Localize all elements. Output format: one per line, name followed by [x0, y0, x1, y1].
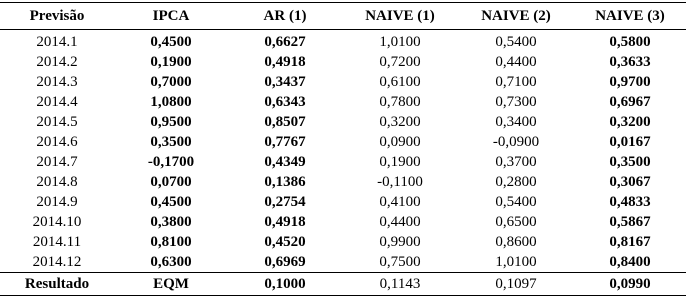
- cell-period: 2014.2: [36, 54, 78, 70]
- cell-ar1: 0,4349: [264, 154, 306, 170]
- table-row: [0, 252, 686, 273]
- header-ar1: AR (1): [228, 3, 342, 30]
- cell-naive1: 0,0900: [379, 134, 421, 150]
- cell-naive2: 0,7300: [495, 94, 537, 110]
- cell-naive2: 0,7100: [495, 74, 537, 90]
- cell-period: 2014.11: [32, 234, 82, 250]
- table-row: [0, 112, 686, 132]
- cell-period: 2014.4: [36, 94, 78, 110]
- header-previsao: Previsão: [0, 3, 114, 30]
- cell-naive3: 0,5867: [609, 214, 651, 230]
- result-naive3: 0,0990: [574, 273, 686, 296]
- result-ar1: 0,1000: [228, 273, 342, 296]
- table-row: [0, 92, 686, 112]
- cell-ipca: 0,9500: [150, 114, 192, 130]
- result-metric: EQM: [114, 273, 228, 296]
- cell-ipca: 0,7000: [150, 74, 192, 90]
- cell-naive2: 0,3400: [495, 114, 537, 130]
- cell-naive1: 0,4100: [379, 194, 421, 210]
- cell-ar1: 0,4520: [264, 234, 306, 250]
- cell-ipca: 0,8100: [150, 234, 192, 250]
- result-label: Resultado: [0, 273, 114, 296]
- cell-period: 2014.9: [36, 194, 78, 210]
- table-row: [0, 72, 686, 92]
- cell-naive3: 0,8400: [609, 254, 651, 270]
- cell-period: 2014.10: [32, 214, 82, 230]
- cell-ipca: 0,3800: [150, 214, 192, 230]
- cell-ar1: 0,4918: [264, 214, 306, 230]
- cell-naive3: 0,9700: [609, 74, 651, 90]
- cell-ipca: 0,4500: [150, 194, 192, 210]
- table-row: [0, 30, 686, 53]
- cell-naive1: -0,1100: [377, 174, 423, 190]
- cell-naive2: 0,4400: [495, 54, 537, 70]
- cell-ar1: 0,1386: [264, 174, 306, 190]
- cell-naive2: 0,2800: [495, 174, 537, 190]
- cell-naive1: 0,1900: [379, 154, 421, 170]
- table-row: [0, 212, 686, 232]
- cell-ar1: 0,7767: [264, 134, 306, 150]
- table-body: [0, 30, 686, 273]
- cell-naive3: 0,6967: [609, 94, 651, 110]
- result-naive1: 0,1143: [342, 273, 458, 296]
- cell-naive1: 1,0100: [379, 34, 421, 50]
- cell-naive3: 0,0167: [609, 134, 651, 150]
- cell-naive3: 0,5800: [609, 34, 651, 50]
- cell-naive2: 1,0100: [495, 254, 537, 270]
- cell-naive1: 0,7200: [379, 54, 421, 70]
- table-row: [0, 172, 686, 192]
- table-row: [0, 232, 686, 252]
- cell-ar1: 0,2754: [264, 194, 306, 210]
- cell-period: 2014.5: [36, 114, 78, 130]
- table-row: [0, 152, 686, 172]
- cell-ipca: 0,6300: [150, 254, 192, 270]
- cell-naive2: 0,5400: [495, 194, 537, 210]
- cell-naive2: -0,0900: [492, 134, 540, 150]
- result-naive2: 0,1097: [458, 273, 574, 296]
- forecast-comparison-table: [0, 2, 686, 296]
- header-ipca: IPCA: [114, 3, 228, 30]
- header-row: [0, 3, 686, 30]
- cell-naive2: 0,6500: [495, 214, 537, 230]
- cell-period: 2014.3: [36, 74, 78, 90]
- cell-period: 2014.12: [32, 254, 82, 270]
- table-row: [0, 52, 686, 72]
- cell-naive3: 0,8167: [609, 234, 651, 250]
- cell-ipca: 0,4500: [150, 34, 192, 50]
- cell-ipca: 1,0800: [150, 94, 192, 110]
- cell-ipca: -0,1700: [147, 154, 195, 170]
- cell-naive1: 0,6100: [379, 74, 421, 90]
- cell-naive3: 0,3067: [609, 174, 651, 190]
- table-row: [0, 132, 686, 152]
- cell-period: 2014.7: [36, 154, 78, 170]
- header-naive1: NAIVE (1): [342, 3, 458, 30]
- cell-naive3: 0,3200: [609, 114, 651, 130]
- cell-naive2: 0,5400: [495, 34, 537, 50]
- table-row: [0, 192, 686, 212]
- cell-naive2: 0,3700: [495, 154, 537, 170]
- cell-naive3: 0,3500: [609, 154, 651, 170]
- cell-ar1: 0,6343: [264, 94, 306, 110]
- cell-period: 2014.8: [36, 174, 78, 190]
- cell-naive1: 0,7500: [379, 254, 421, 270]
- header-naive2: NAIVE (2): [458, 3, 574, 30]
- cell-period: 2014.1: [36, 34, 78, 50]
- cell-naive3: 0,3633: [609, 54, 651, 70]
- cell-ipca: 0,0700: [150, 174, 192, 190]
- header-naive3: NAIVE (3): [574, 3, 686, 30]
- cell-ar1: 0,6627: [264, 34, 306, 50]
- cell-naive1: 0,3200: [379, 114, 421, 130]
- cell-naive1: 0,9900: [379, 234, 421, 250]
- cell-naive1: 0,7800: [379, 94, 421, 110]
- result-row: [0, 273, 686, 296]
- cell-ar1: 0,6969: [264, 254, 306, 270]
- cell-ipca: 0,1900: [150, 54, 192, 70]
- cell-period: 2014.6: [36, 134, 78, 150]
- cell-ipca: 0,3500: [150, 134, 192, 150]
- cell-ar1: 0,3437: [264, 74, 306, 90]
- cell-naive3: 0,4833: [609, 194, 651, 210]
- cell-ar1: 0,4918: [264, 54, 306, 70]
- cell-naive2: 0,8600: [495, 234, 537, 250]
- cell-ar1: 0,8507: [264, 114, 306, 130]
- cell-naive1: 0,4400: [379, 214, 421, 230]
